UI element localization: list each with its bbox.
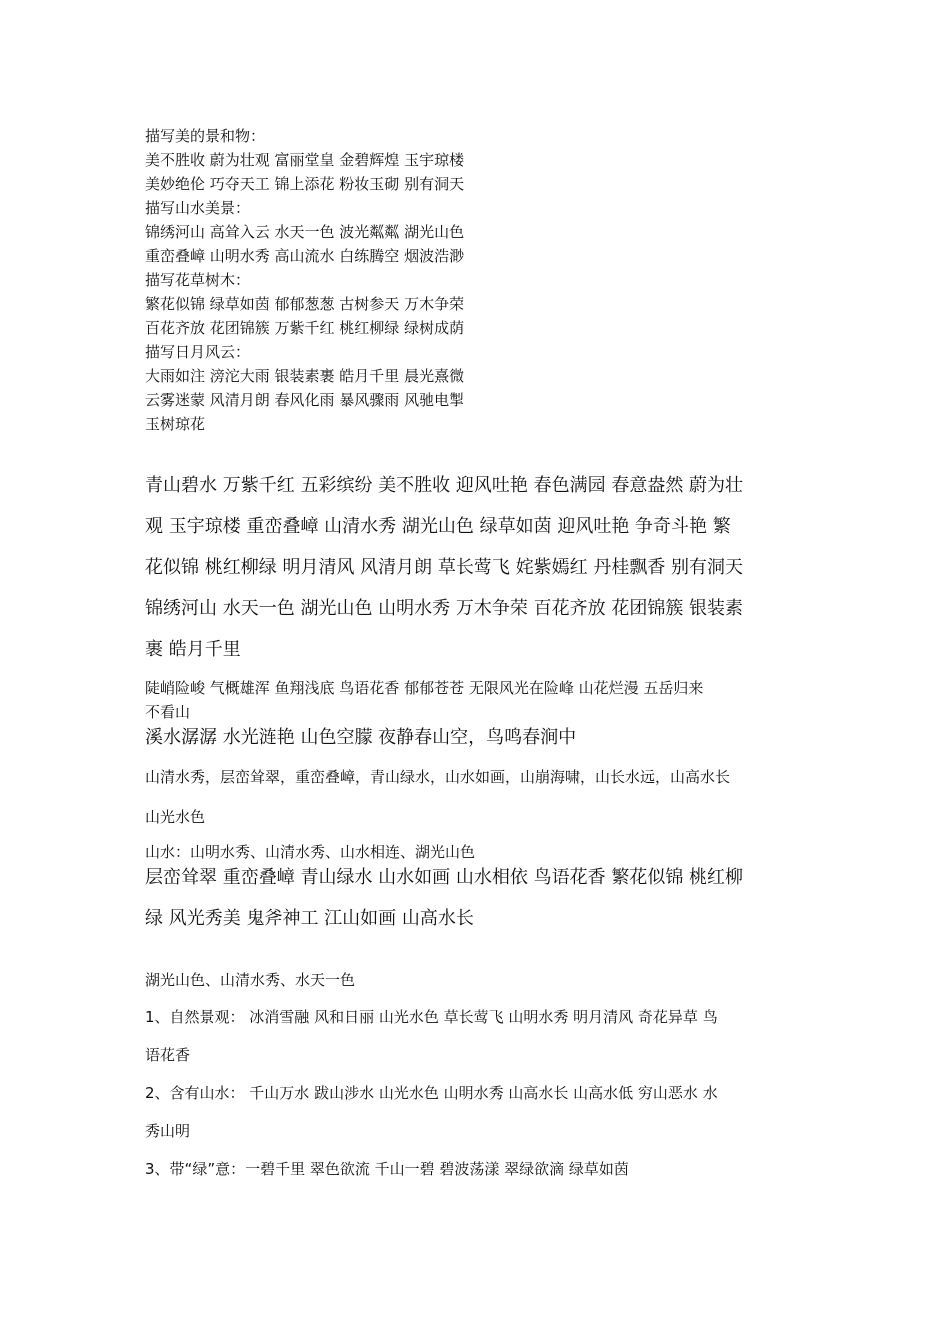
text-line: 溪水潺潺 水光涟艳 山色空朦 夜静春山空，鸟鸣春涧中: [145, 727, 577, 748]
heading-weather: 描写日月风云：: [145, 343, 251, 361]
text-line: 山光水色: [145, 808, 206, 826]
text-line: 湖光山色、山清水秀、水天一色: [145, 971, 356, 989]
text-line: 青山碧水 万紫千红 五彩缤纷 美不胜收 迎风吐艳 春色满园 春意盎然 蔚为壮: [145, 475, 744, 496]
text-line: 观 玉宇琼楼 重峦叠嶂 山清水秀 湖光山色 绿草如茵 迎风吐艳 争奇斗艳 繁: [145, 516, 731, 537]
text-line: 大雨如注 滂沱大雨 银装素裹 皓月千里 晨光熹微: [145, 367, 465, 385]
list-item-green: 3、带“绿”意：一碧千里 翠色欲流 千山一碧 碧波荡漾 翠绿欲滴 绿草如茵: [145, 1160, 629, 1178]
text-line: 百花齐放 花团锦簇 万紫千红 桃红柳绿 绿树成荫: [145, 319, 465, 337]
text-line: 美不胜收 蔚为壮观 富丽堂皇 金碧辉煌 玉宇琼楼: [145, 151, 465, 169]
text-line: 美妙绝伦 巧夺天工 锦上添花 粉妆玉砌 别有洞天: [145, 175, 465, 193]
text-line: 花似锦 桃红柳绿 明月清风 风清月朗 草长莺飞 姹紫嫣红 丹桂飘香 别有洞天: [145, 557, 744, 578]
vocab-paragraph-large: [145, 465, 743, 670]
text-line: 裹 皓月千里: [145, 639, 241, 660]
text-line: 锦绣河山 高耸入云 水天一色 波光粼粼 湖光山色: [145, 223, 465, 241]
text-line: 秀山明: [145, 1122, 191, 1140]
vocab-paragraph-idioms: [145, 767, 730, 827]
heading-landscape: 描写山水美景：: [145, 199, 251, 217]
vocab-paragraph-mountains: [145, 676, 703, 724]
vocab-list-categories: [145, 124, 464, 436]
text-line: 陡峭险峻 气概雄浑 鱼翔浅底 鸟语花香 郁郁苍苍 无限风光在险峰 山花烂漫 五岳归来: [145, 679, 704, 697]
text-line: 重峦叠嶂 山明水秀 高山流水 白练腾空 烟波浩渺: [145, 247, 465, 265]
text-line: 不看山: [145, 703, 191, 721]
text-line: 山水：山明水秀、山清水秀、山水相连、湖光山色: [145, 843, 476, 861]
heading-plants: 描写花草树木：: [145, 271, 251, 289]
list-item-shanshui: 2、含有山水： 千山万水 跋山涉水 山光水色 山明水秀 山高水长 山高水低 穷山恶水 水: [145, 1084, 718, 1102]
text-line: 云雾迷蒙 风清月朗 春风化雨 暴风骤雨 风驰电掣: [145, 391, 465, 409]
text-line: 绿 风光秀美 鬼斧神工 江山如画 山高水长: [145, 908, 474, 929]
text-line: 锦绣河山 水天一色 湖光山色 山明水秀 万木争荣 百花齐放 花团锦簇 银装素: [145, 598, 744, 619]
vocab-paragraph-large-2: [145, 857, 743, 939]
list-item-natural: 1、自然景观： 冰消雪融 风和日丽 山光水色 草长莺飞 山明水秀 明月清风 奇花异草 鸟: [145, 1008, 718, 1026]
vocab-line-streams: [145, 726, 576, 750]
text-line: 繁花似锦 绿草如茵 郁郁葱葱 古树参天 万木争荣: [145, 295, 465, 313]
text-line: 语花香: [145, 1046, 191, 1064]
text-line: 山清水秀，层峦耸翠，重峦叠嶂，青山绿水，山水如画，山崩海啸，山长水远，山高水长: [145, 768, 731, 786]
text-line: 玉树琼花: [145, 415, 206, 433]
heading-beautiful-scenery: 描写美的景和物：: [145, 127, 266, 145]
vocab-numbered-list: [145, 970, 718, 1179]
text-line: 层峦耸翠 重峦叠嶂 青山绿水 山水如画 山水相依 鸟语花香 繁花似锦 桃红柳: [145, 867, 744, 888]
